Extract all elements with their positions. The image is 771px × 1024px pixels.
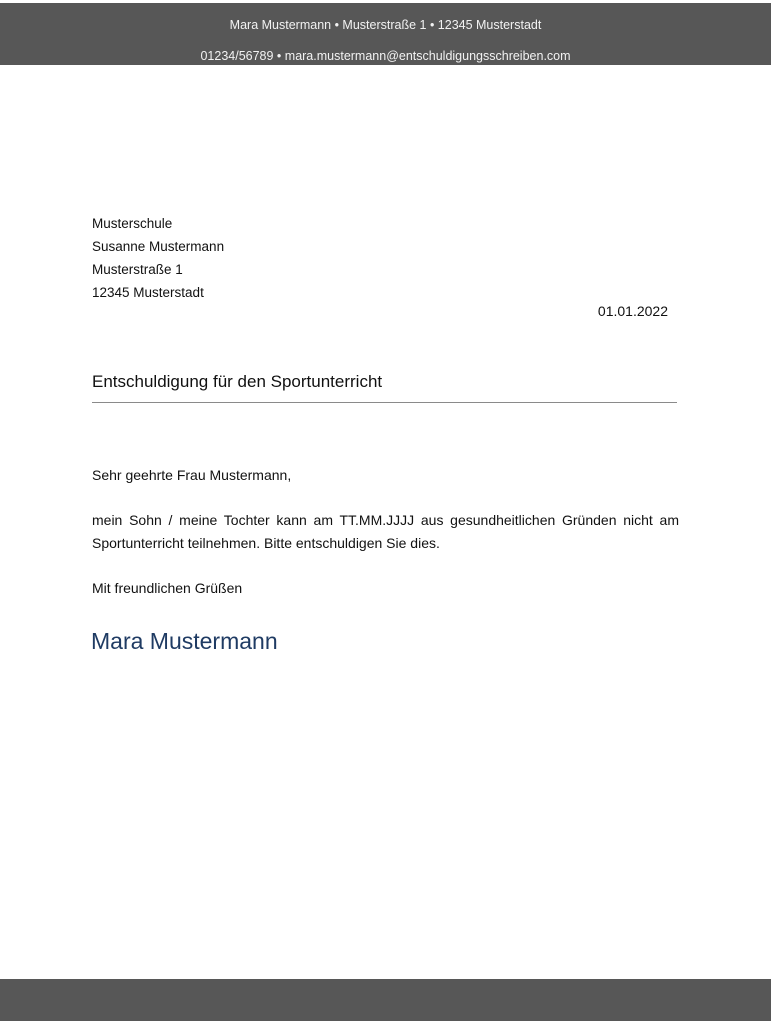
recipient-city: 12345 Musterstadt: [92, 285, 204, 300]
recipient-name: Susanne Mustermann: [92, 239, 225, 254]
sender-address: Mara Mustermann • Musterstraße 1 • 12345 Musterstadt: [229, 18, 542, 32]
recipient-school: Musterschule: [92, 216, 173, 231]
recipient-address-block: [92, 212, 224, 304]
salutation: Sehr geehrte Frau Mustermann,: [92, 467, 292, 483]
recipient-street: Musterstraße 1: [92, 262, 183, 277]
footer-bar: [0, 979, 771, 1021]
letterhead-bar: [0, 3, 771, 65]
letter-date: 01.01.2022: [597, 303, 668, 319]
closing-phrase: Mit freundlichen Grüßen: [92, 580, 243, 596]
letter-subject: Entschuldigung für den Sportunterricht: [92, 372, 383, 391]
sender-contact: 01234/56789 • mara.mustermann@entschuldigungsschreiben.com: [200, 49, 571, 63]
subject-divider: [92, 402, 677, 403]
letter-body: mein Sohn / meine Tochter kann am TT.MM.JJJJ aus gesundheitlichen Gründen nicht am Sportunterricht teilnehmen. Bitte entschuldigen Sie dies.: [92, 512, 679, 551]
signature: Mara Mustermann: [91, 628, 278, 654]
